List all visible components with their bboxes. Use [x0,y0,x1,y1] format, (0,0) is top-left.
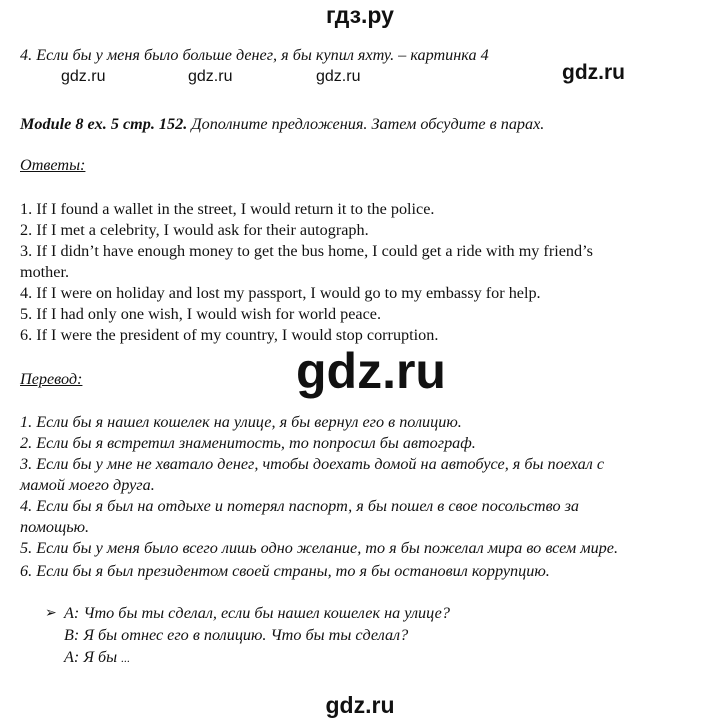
answer-line: 2. If I met a celebrity, I would ask for their autograph. [20,221,369,239]
answer-line: 1. If I found a wallet in the street, I would return it to the police. [20,200,435,218]
answer-line: 4. If I were on holiday and lost my passport, I would go to my embassy for help. [20,284,541,302]
answer-line: 6. If I were the president of my country, I would stop corruption. [20,326,439,344]
dialogue-line: B: Я бы отнес его в полицию. Что бы ты сделал? [64,626,409,644]
dialogue-line [64,647,130,669]
translation-line: мамой моего друга. [20,476,155,494]
exercise-reference: Module 8 ex. 5 стр. 152. [20,115,188,133]
site-header: гдз.ру [326,2,394,28]
dialogue-ellipsis: ... [121,651,131,665]
translation-line: 2. Если бы я встретил знаменитость, то попросил бы автограф. [20,434,476,452]
dialogue-line: A: Что бы ты сделал, если бы нашел кошелек на улице? [64,604,450,622]
translation-line: 5. Если бы у меня было всего лишь одно желание, то я бы пожелал мира во всем мире. [20,539,619,557]
exercise-line [20,114,544,135]
watermark: gdz.ru [188,68,233,85]
watermark: gdz.ru [562,61,625,84]
previous-answer-line: 4. Если бы у меня было больше денег, я бы купил яхту. – картинка 4 [20,46,489,64]
answer-line: 3. If I didn’t have enough money to get the bus home, I could get a ride with my friend’s [20,242,593,260]
translation-line: 6. Если бы я был президентом своей страны, то я бы остановил коррупцию. [20,562,550,580]
answer-line: 5. If I had only one wish, I would wish for world peace. [20,305,381,323]
exercise-task: Дополните предложения. Затем обсудите в парах. [191,115,545,133]
translation-line: 3. Если бы у мне не хватало денег, чтобы доехать домой на автобусе, я бы поехал с [20,455,605,473]
translation-line: 4. Если бы я был на отдыхе и потерял паспорт, я бы пошел в свое посольство за [20,497,579,515]
answers-heading: Ответы: [20,156,86,174]
translation-line: 1. Если бы я нашел кошелек на улице, я бы вернул его в полицию. [20,413,462,431]
bullet-arrow-icon: ➢ [45,605,57,621]
watermark: gdz.ru [61,68,106,85]
translation-line: помощью. [20,518,90,536]
dialogue-text: A: Я бы [64,648,118,666]
footer-site: gdz.ru [325,692,395,718]
watermark-large: gdz.ru [296,343,446,399]
answer-line: mother. [20,263,70,281]
watermark: gdz.ru [316,68,361,85]
translation-heading: Перевод: [20,370,83,388]
